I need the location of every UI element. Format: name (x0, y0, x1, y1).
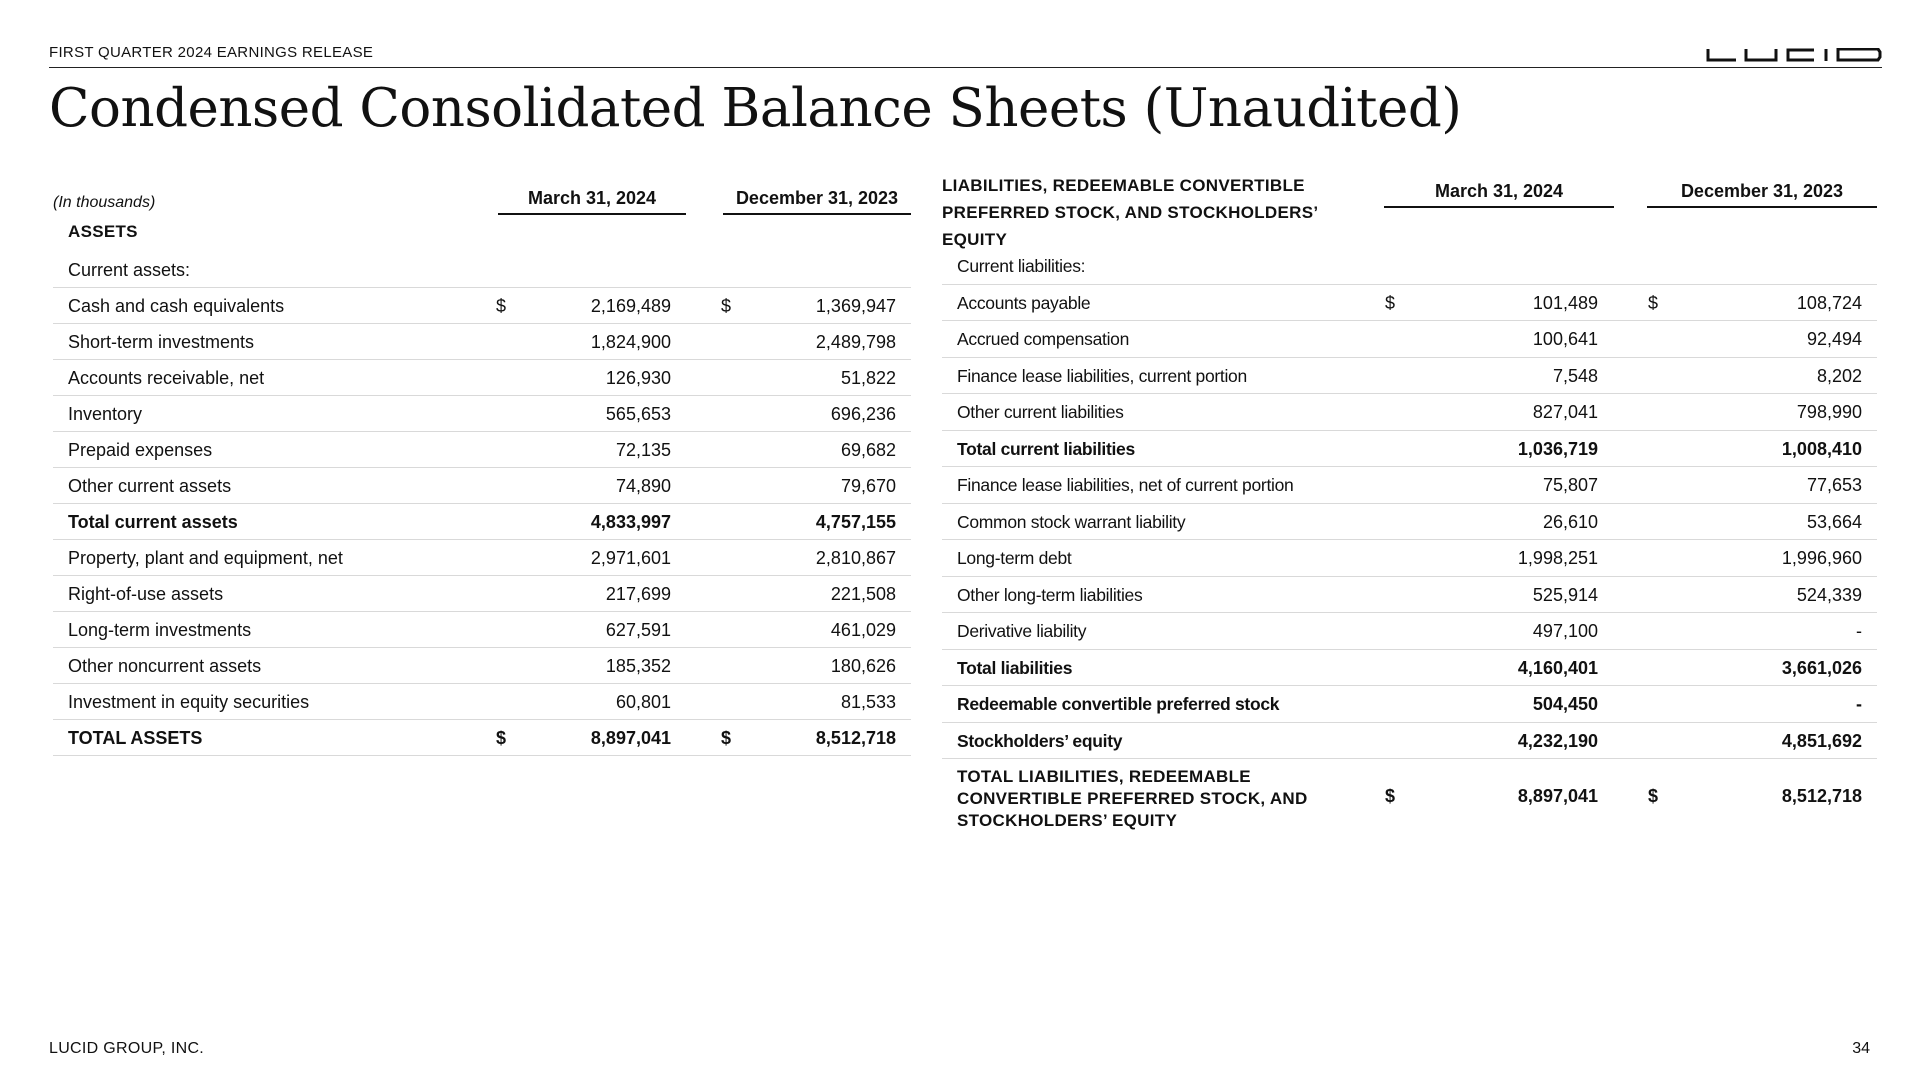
table-row (942, 321, 1877, 358)
row-label: Redeemable convertible preferred stock (957, 694, 1280, 714)
table-row (942, 613, 1877, 650)
table-row (942, 431, 1877, 468)
value-dec-2023: 53,664 (1806, 511, 1862, 532)
value-march-2024: 2,169,489 (590, 296, 671, 316)
value-dec-2023: 461,029 (830, 620, 896, 640)
table-row (942, 467, 1877, 504)
table-row (942, 285, 1877, 322)
currency-symbol: $ (1648, 292, 1659, 313)
value-march-2024 (521, 252, 671, 288)
row-label: Accounts payable (957, 292, 1091, 313)
table-row (942, 650, 1877, 687)
value-dec-2023: 798,990 (1796, 402, 1862, 422)
value-march-2024: 26,610 (1542, 511, 1598, 532)
table-row (53, 360, 911, 396)
value-dec-2023 (746, 252, 896, 288)
currency-symbol: $ (721, 728, 732, 748)
value-march-2024: 504,450 (1532, 694, 1598, 714)
value-dec-2023: 108,724 (1796, 292, 1862, 313)
value-march-2024: 4,833,997 (590, 512, 671, 532)
value-march-2024: 100,641 (1532, 329, 1598, 349)
value-march-2024: 217,699 (605, 584, 671, 604)
row-label: Finance lease liabilities, current portion (957, 365, 1247, 386)
row-label: Other current assets (68, 476, 232, 496)
row-label: Right-of-use assets (68, 584, 224, 604)
row-label: Finance lease liabilities, net of current portion (957, 475, 1294, 495)
value-dec-2023: 8,512,718 (815, 728, 896, 748)
table-row (53, 324, 911, 360)
table-row (942, 504, 1877, 541)
value-dec-2023: 4,851,692 (1781, 730, 1862, 751)
row-label: Cash and cash equivalents (68, 296, 285, 316)
value-march-2024: 126,930 (605, 368, 671, 388)
row-label: Common stock warrant liability (957, 511, 1186, 532)
liab-col-march-2024: March 31, 2024 (1384, 178, 1614, 208)
value-dec-2023: 1,369,947 (815, 296, 896, 316)
value-dec-2023: 8,202 (1816, 365, 1862, 386)
row-label: Accrued compensation (957, 329, 1130, 349)
row-label: Long-term investments (68, 620, 252, 640)
table-row (53, 540, 911, 576)
row-label: Inventory (68, 404, 143, 424)
currency-symbol: $ (496, 728, 507, 748)
value-march-2024: 827,041 (1532, 402, 1598, 422)
value-march-2024: 627,591 (605, 620, 671, 640)
value-march-2024: 74,890 (615, 476, 671, 496)
value-march-2024: 101,489 (1532, 292, 1598, 313)
total-label-line-2: CONVERTIBLE PREFERRED STOCK, AND (957, 789, 1308, 808)
value-dec-2023: 696,236 (830, 404, 896, 424)
row-label: Total current assets (68, 512, 238, 532)
value-march-2024: 1,998,251 (1517, 548, 1598, 568)
value-dec-2023: 524,339 (1796, 584, 1862, 605)
row-label: Total current liabilities (957, 438, 1135, 459)
value-march-2024 (1448, 248, 1598, 285)
total-value-march-2024: 8,897,041 (1517, 786, 1598, 806)
header-bar (49, 44, 1882, 68)
value-dec-2023: 2,810,867 (815, 548, 896, 568)
row-label: Prepaid expenses (68, 440, 213, 460)
value-march-2024: 1,036,719 (1517, 438, 1598, 459)
assets-col-dec-2023: December 31, 2023 (723, 185, 911, 215)
total-value-dec-2023: 8,512,718 (1781, 786, 1862, 806)
value-march-2024: 60,801 (615, 692, 671, 712)
table-row (942, 358, 1877, 395)
table-row (53, 720, 911, 756)
value-dec-2023: 51,822 (840, 368, 896, 388)
value-dec-2023: 2,489,798 (815, 332, 896, 352)
release-label: FIRST QUARTER 2024 EARNINGS RELEASE (49, 44, 374, 61)
row-label: Total liabilities (957, 657, 1073, 678)
value-march-2024: 7,548 (1552, 365, 1598, 386)
value-march-2024: 4,232,190 (1517, 730, 1598, 751)
row-label: Derivative liability (957, 621, 1087, 641)
table-row (53, 648, 911, 684)
value-march-2024: 565,653 (605, 404, 671, 424)
assets-table (53, 180, 911, 760)
currency-symbol: $ (496, 296, 507, 316)
units-note: (In thousands) (53, 194, 156, 211)
value-dec-2023: 77,653 (1806, 475, 1862, 495)
table-row (53, 288, 911, 324)
table-row (942, 394, 1877, 431)
value-dec-2023: 1,996,960 (1781, 548, 1862, 568)
value-dec-2023: 4,757,155 (815, 512, 896, 532)
currency-symbol: $ (1648, 786, 1659, 806)
value-dec-2023: 92,494 (1806, 329, 1862, 349)
table-row (53, 504, 911, 540)
row-label: Other current liabilities (957, 402, 1124, 422)
table-row (942, 540, 1877, 577)
assets-col-march-2024: March 31, 2024 (498, 185, 686, 215)
table-row (942, 723, 1877, 760)
row-label: Other noncurrent assets (68, 656, 262, 676)
total-liabilities-equity-row (942, 758, 1877, 832)
value-dec-2023: 1,008,410 (1781, 438, 1862, 459)
value-march-2024: 8,897,041 (590, 728, 671, 748)
row-label: Short-term investments (68, 332, 255, 352)
page-number: 34 (1852, 1040, 1870, 1057)
total-label-line-3: STOCKHOLDERS’ EQUITY (957, 811, 1178, 830)
table-row (53, 432, 911, 468)
table-row (53, 252, 911, 288)
value-dec-2023: 3,661,026 (1781, 657, 1862, 678)
currency-symbol: $ (1385, 786, 1396, 806)
row-label: Accounts receivable, net (68, 368, 265, 388)
total-label-line-1: TOTAL LIABILITIES, REDEEMABLE (957, 767, 1251, 786)
row-label: Property, plant and equipment, net (68, 548, 343, 568)
liab-col-dec-2023: December 31, 2023 (1647, 178, 1877, 208)
table-row (942, 248, 1877, 285)
table-row (942, 686, 1877, 723)
row-label: Current liabilities: (957, 256, 1086, 276)
row-label: Investment in equity securities (68, 692, 310, 712)
value-march-2024: 185,352 (605, 656, 671, 676)
value-dec-2023: - (1856, 621, 1862, 641)
row-label: TOTAL ASSETS (68, 728, 203, 748)
row-label: Long-term debt (957, 548, 1072, 568)
page-title: Condensed Consolidated Balance Sheets (Unaudited) (49, 78, 1462, 139)
value-march-2024: 1,824,900 (590, 332, 671, 352)
value-march-2024: 72,135 (615, 440, 671, 460)
table-row (942, 577, 1877, 614)
value-dec-2023: 69,682 (840, 440, 896, 460)
value-dec-2023: 221,508 (830, 584, 896, 604)
table-row (53, 396, 911, 432)
value-march-2024: 75,807 (1542, 475, 1598, 495)
value-dec-2023: 79,670 (840, 476, 896, 496)
row-label: Stockholders’ equity (957, 730, 1123, 751)
assets-section-title: ASSETS (68, 222, 138, 241)
row-label: Current assets: (68, 260, 191, 280)
currency-symbol: $ (1385, 292, 1396, 313)
value-dec-2023: - (1856, 694, 1862, 714)
value-dec-2023: 180,626 (830, 656, 896, 676)
footer-company: LUCID GROUP, INC. (49, 1040, 205, 1057)
table-row (53, 684, 911, 720)
table-row (53, 576, 911, 612)
value-dec-2023: 81,533 (840, 692, 896, 712)
row-label: Other long-term liabilities (957, 584, 1143, 605)
liabilities-section-title: LIABILITIES, REDEEMABLE CONVERTIBLE PREFERRED STOCK, AND STOCKHOLDERS’ EQUITY (942, 176, 1318, 249)
value-march-2024: 525,914 (1532, 584, 1598, 605)
table-row (53, 612, 911, 648)
value-dec-2023 (1712, 248, 1862, 285)
currency-symbol: $ (721, 296, 732, 316)
lucid-logo (1706, 48, 1882, 62)
value-march-2024: 4,160,401 (1517, 657, 1598, 678)
value-march-2024: 2,971,601 (590, 548, 671, 568)
table-row (53, 468, 911, 504)
value-march-2024: 497,100 (1532, 621, 1598, 641)
liabilities-table (942, 172, 1877, 852)
